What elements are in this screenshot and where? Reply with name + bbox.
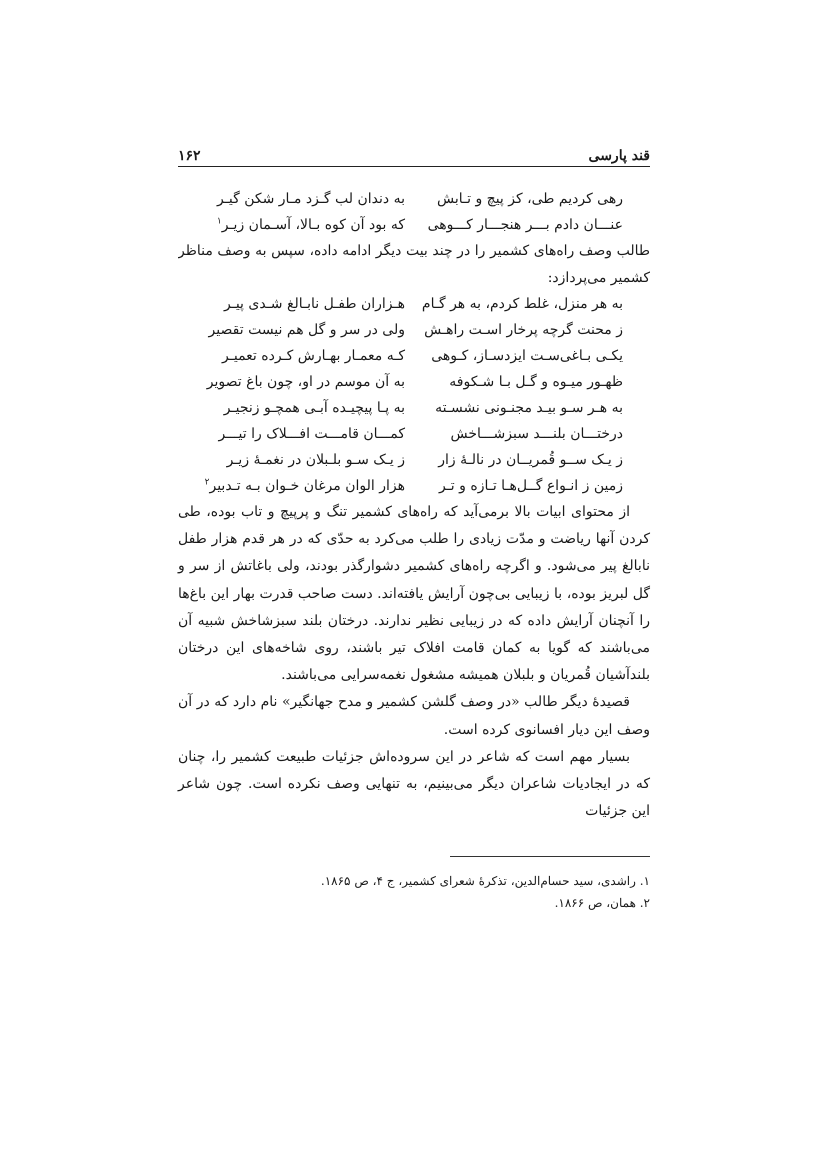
footnote: ۲. همان، ص ۱۸۶۶. — [554, 896, 650, 910]
page-header — [178, 140, 650, 167]
paragraph: قصیدهٔ دیگر طالب «در وصف گلشن کشمیر و مدح جهانگیر» نام دارد که در آن وصف این دیار افسانوی کرده است. — [178, 694, 650, 738]
couplet — [178, 291, 650, 317]
footnote-marker: ۱ — [216, 216, 222, 227]
couplet — [178, 186, 650, 212]
couplet — [178, 447, 650, 473]
paragraph: از محتوای ابیات بالا برمی‌آید که راه‌های کشمیر تنگ و پرپیچ و تاب بوده، طی کردن آنها ریاضت و مدّت زیادی را طلب می‌کرد به حدّی که در هر قدم هزار طفل نابالغ پیر می‌شود. و اگرچه راه‌های کشمیر دشوارگذر بودند، ولی باغاتش از سر و گل لبریز بوده، با زیبایی بی‌چون آرایش یافته‌اند. دست صاحب قدرت بهار این باغ‌ها را آنچنان آرایش داده که در زیبایی نظیر ندارند. درختان بلند سبزشاخش شبیه آن می‌باشند که گویا به کمان قامت افلاک تیر باشند، روی شاخه‌های این درختان بلندآشیان قُمریان و بلبلان همیشه مشغول نغمه‌سرایی می‌باشند. — [178, 504, 650, 684]
hemistich-text: که بود آن کوه بـالا، آسـمان زیـر — [221, 217, 405, 233]
first-hemistich: به هـر سـو بیـد مجنـونی نشسـته — [435, 400, 623, 416]
second-hemistich: ولی در سر و گل هم نیست تقصیر — [208, 322, 405, 338]
hemistich-text: هزار الوان مرغان خـوان بـه تـدبیر — [209, 478, 405, 494]
first-hemistich: ز محنت گرچه پرخار اسـت راهـش — [424, 322, 623, 338]
couplet — [178, 395, 650, 421]
footnote-marker: ۲ — [204, 477, 210, 488]
verse-group-1 — [178, 186, 650, 238]
second-hemistich: کمـــان قامـــت افـــلاک را تیـــر — [218, 426, 405, 442]
hemistich-text: به دندان لب گـزد مـار شکن گیـر — [217, 191, 405, 207]
footnote-divider — [450, 856, 650, 857]
couplet — [178, 369, 650, 395]
second-hemistich: به آن موسم در او، چون باغ تصویر — [206, 374, 405, 390]
second-hemistich: هـزاران طفـل نابـالغ شـدی پیـر — [224, 296, 405, 312]
couplet — [178, 421, 650, 447]
first-hemistich: ز یـک ســو قُمریــان در نالـهٔ زار — [438, 452, 623, 468]
page-number: ۱۶۲ — [178, 148, 201, 164]
footnote: ۱. راشدی، سید حسام‌الدین، تذکرهٔ شعرای کشمیر، ج ۴، ص ۱۸۶۵. — [320, 874, 650, 888]
second-hemistich: ز یـک سـو بلـبلان در نغمـهٔ زیـر — [226, 452, 405, 468]
second-hemistich: به پـا پیچیـده آبـی همچـو زنجیـر — [223, 400, 405, 416]
couplet — [178, 473, 650, 499]
second-hemistich: کـه معمـار بهـارش کـرده تعمیـر — [222, 348, 405, 364]
verse-group-2 — [178, 291, 650, 499]
first-hemistich: ظهـور میـوه و گـل بـا شـکوفه — [449, 374, 623, 390]
footnotes — [178, 870, 650, 914]
couplet — [178, 343, 650, 369]
first-hemistich: یکـی بـاغی‌سـت ایزدسـاز، کـوهی — [431, 348, 623, 364]
couplet — [178, 212, 650, 238]
running-title: قند پارسی — [588, 148, 650, 164]
first-hemistich: به هر منزل، غلط کردم، به هر گـام — [421, 296, 623, 312]
first-hemistich: عنـــان دادم بـــر هنجـــار کـــوهی — [427, 217, 623, 233]
first-hemistich: زمین ز انـواع گــل‌هـا تـازه و تـر — [438, 478, 623, 494]
paragraph: بسیار مهم است که شاعر در این سروده‌اش جزئیات طبیعت کشمیر را، چنان که در ایجادیات شاعران دیگر می‌بینیم، به تنهایی وصف نکرده است. چون شاعر این جزئیات — [178, 748, 650, 820]
intro-text: طالب وصف راه‌های کشمیر را در چند بیت دیگر ادامه داده، سپس به وصف مناظر کشمیر می‌پردازد: — [178, 243, 650, 286]
first-hemistich: درختـــان بلنـــد سبزشـــاخش — [450, 426, 623, 442]
second-hemistich — [205, 473, 405, 499]
second-hemistich — [205, 186, 405, 212]
second-hemistich — [205, 212, 405, 238]
first-hemistich: رهی کردیم طی، کز پیچ و تـابش — [437, 191, 623, 207]
body-text — [178, 186, 650, 825]
couplet — [178, 317, 650, 343]
